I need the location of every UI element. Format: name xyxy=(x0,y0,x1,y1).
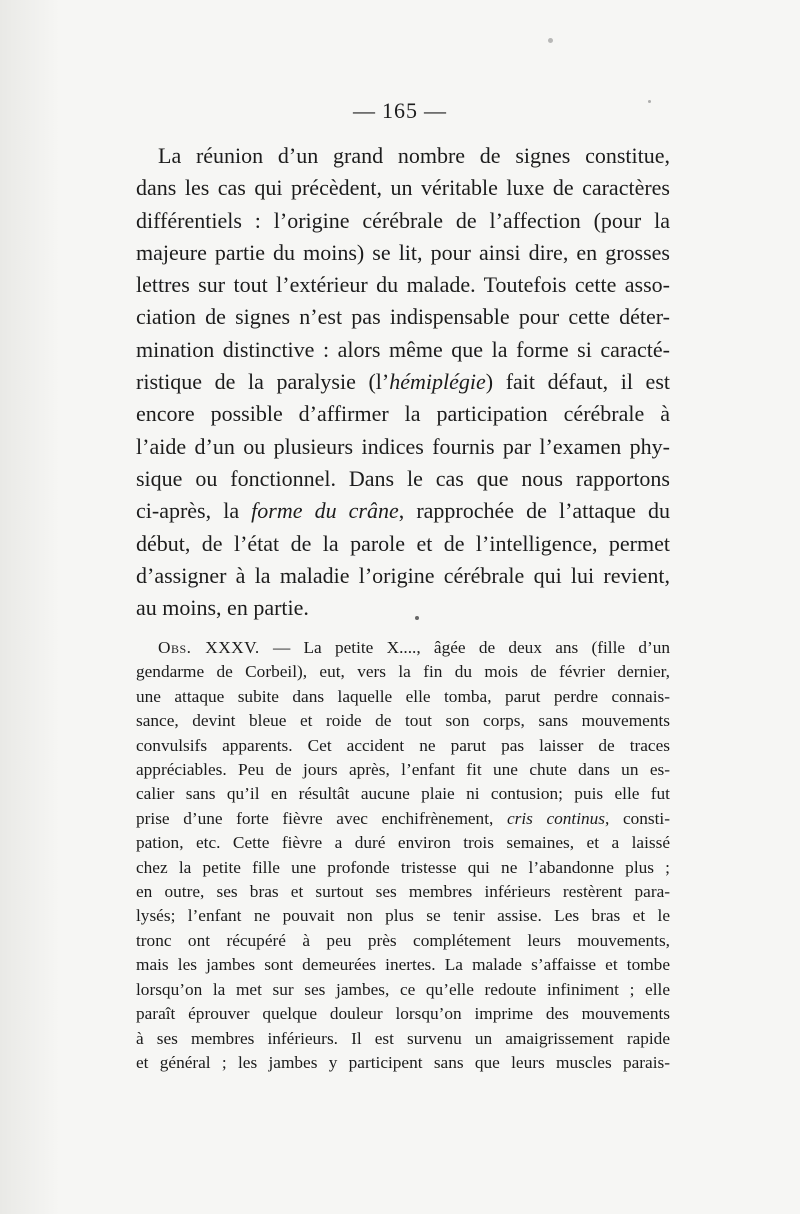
text-run: — La petite X...., âgée de deux ans (fille d’un xyxy=(259,638,670,657)
text-run: prise d’une forte fièvre avec enchifrènement, xyxy=(136,808,507,828)
text-line: lettres sur tout l’extérieur du malade. Toutefois cette asso- xyxy=(136,272,670,298)
text-run: ristique de la paralysie (l’ xyxy=(136,369,390,395)
text-line: une attaque subite dans laquelle elle tomba, parut perdre connais- xyxy=(136,686,670,706)
text-line: mination distinctive : alors même que la forme si caracté- xyxy=(136,336,670,362)
text-line: paraît éprouver quelque douleur lorsqu’on imprime des mouvements xyxy=(136,1004,670,1024)
text-line: au moins, en partie. xyxy=(136,595,309,621)
text-line: chez la petite fille une profonde tristesse qui ne l’abandonne plus ; xyxy=(136,857,670,877)
text-line: gendarme de Corbeil), eut, vers la fin du mois de février dernier, xyxy=(136,662,670,682)
text-line: La réunion d’un grand nombre de signes constitue, xyxy=(158,143,670,168)
text-line: d’assigner à la maladie l’origine cérébrale qui lui revient, xyxy=(136,562,670,588)
text-run: ) fait défaut, il est xyxy=(485,369,670,395)
print-speck xyxy=(548,38,553,43)
text-line: lorsqu’on la met sur ses jambes, ce qu’elle redoute infiniment ; elle xyxy=(136,979,670,999)
text-line: différentiels : l’origine cérébrale de l’affection (pour la xyxy=(136,207,670,233)
print-speck xyxy=(648,100,651,103)
text-run: ci-après, la xyxy=(136,498,252,524)
text-line: convulsifs apparents. Cet accident ne parut pas laisser de traces xyxy=(136,735,670,755)
header-dash-left: — xyxy=(353,98,376,123)
italic-term-hemiplegie: hémiplégie xyxy=(389,369,486,395)
text-line: lysés; l’enfant ne pouvait non plus se tenir assise. Les bras et le xyxy=(136,906,670,926)
text-line: l’aide d’un ou plusieurs indices fournis par l’examen phy- xyxy=(136,433,670,459)
italic-term-forme-du-crane: forme du crâne xyxy=(251,498,399,524)
text-line: calier sans qu’il en résultât aucune plaie ni contusion; puis elle fut xyxy=(136,784,670,804)
text-line xyxy=(136,807,670,831)
paragraph-main xyxy=(136,140,670,624)
italic-term-cris-continus: cris continus xyxy=(506,808,606,828)
text-line: sique ou fonctionnel. Dans le cas que nous rapportons xyxy=(136,465,670,491)
text-line: appréciables. Peu de jours après, l’enfant fit une chute dans un es- xyxy=(136,760,670,780)
text-line: sance, devint bleue et roide de tout son corps, sans mouvements xyxy=(136,711,670,731)
header-dash-right: — xyxy=(424,98,447,123)
text-line: tronc ont récupéré à peu près complétement leurs mouvements, xyxy=(136,930,670,950)
text-line xyxy=(136,636,670,660)
text-line: encore possible d’affirmer la participation cérébrale à xyxy=(136,401,670,427)
text-line: dans les cas qui précèdent, un véritable luxe de caractères xyxy=(136,175,670,201)
page-gutter-shadow xyxy=(0,0,60,1214)
observation-paragraph xyxy=(136,636,670,1075)
text-line xyxy=(136,366,670,398)
text-line: mais les jambes sont demeurées inertes. La malade s’affaisse et tombe xyxy=(136,955,670,975)
text-run: , rapprochée de l’attaque du xyxy=(398,498,671,524)
text-line: début, de l’état de la parole et de l’intelligence, permet xyxy=(136,530,670,556)
print-speck xyxy=(415,616,419,620)
text-line: pation, etc. Cette fièvre a duré environ trois semaines, et a laissé xyxy=(136,833,670,853)
page-header xyxy=(0,98,800,124)
text-line: majeure partie du moins) se lit, pour ainsi dire, en grosses xyxy=(136,239,670,265)
page-number: 165 xyxy=(382,98,418,123)
text-run: , consti- xyxy=(605,808,670,828)
text-line: ciation de signes n’est pas indispensable pour cette déter- xyxy=(136,304,670,330)
text-line: à ses membres inférieurs. Il est survenu un amaigrissement rapide xyxy=(136,1028,670,1048)
text-line: et général ; les jambes y participent sans que leurs muscles parais- xyxy=(136,1052,670,1072)
text-line: en outre, ses bras et surtout ses membres inférieurs restèrent para- xyxy=(136,882,670,902)
observation-label: Obs. XXXV. xyxy=(158,638,260,657)
text-line xyxy=(136,495,670,527)
